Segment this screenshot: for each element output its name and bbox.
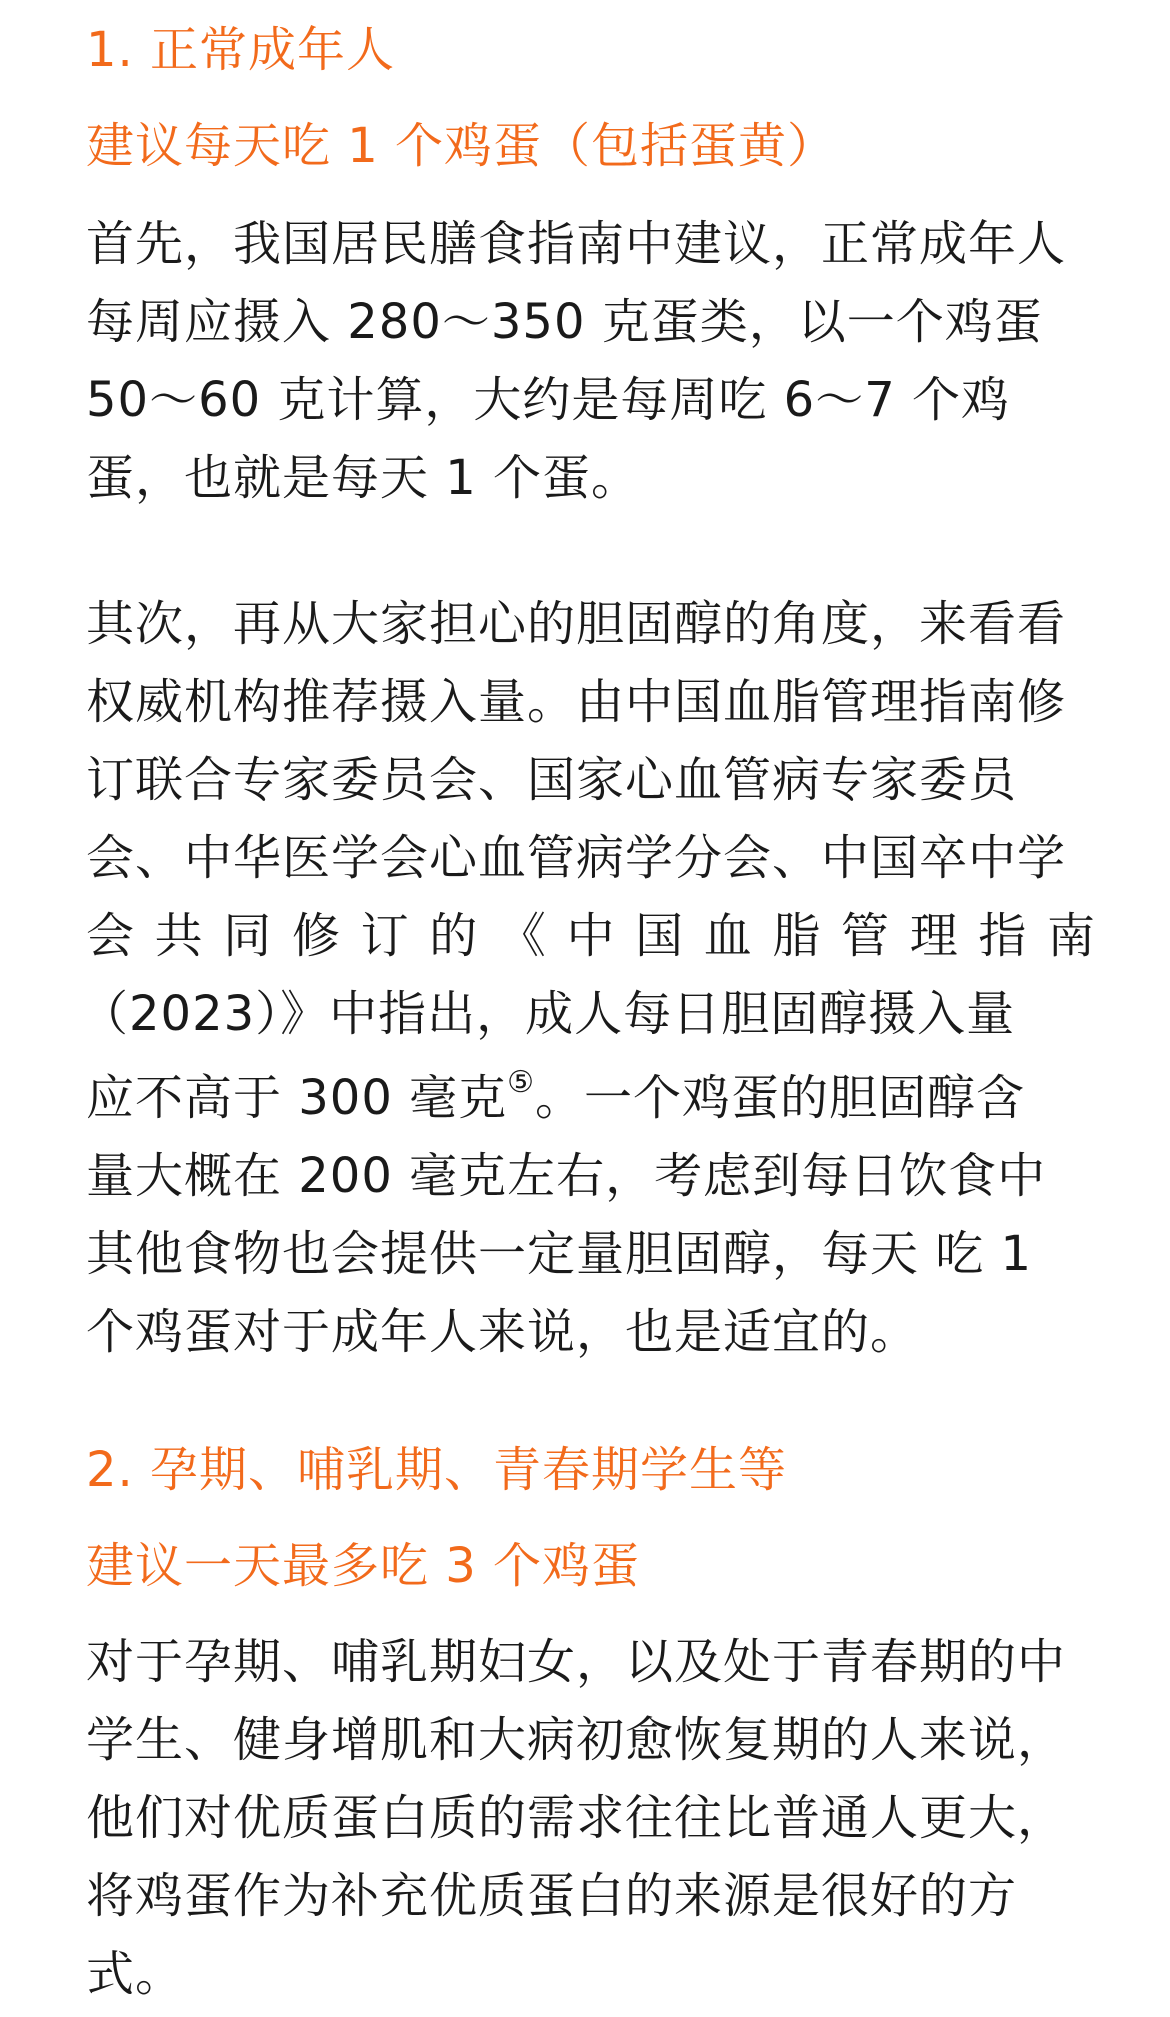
citation-marker: ⑤: [507, 1065, 536, 1100]
paragraph-line: 其他食物也会提供一定量胆固醇，每天 吃 1: [86, 1226, 1033, 1282]
paragraph-line: 50～60 克计算，大约是每周吃 6～7 个鸡: [86, 372, 1011, 428]
paragraph-line: 订联合专家委员会、国家心血管病专家委员: [86, 752, 1018, 808]
section-2-subheading: 建议一天最多吃 3 个鸡蛋: [86, 1538, 641, 1594]
paragraph-line: （2023）》中指出，成人每日胆固醇摄入量: [80, 986, 1016, 1042]
paragraph-line: 蛋，也就是每天 1 个蛋。: [86, 450, 641, 506]
paragraph-line: 对于孕期、哺乳期妇女，以及处于青春期的中: [86, 1634, 1067, 1690]
section-1-heading: 1. 正常成年人: [86, 22, 396, 78]
paragraph-text: 。一个鸡蛋的胆固醇含: [535, 1070, 1026, 1126]
paragraph-text: 应不高于 300 毫克: [86, 1070, 508, 1126]
section-2-heading: 2. 孕期、哺乳期、青春期学生等: [86, 1442, 788, 1498]
paragraph-line: 权威机构推荐摄入量。由中国血脂管理指南修: [86, 674, 1067, 730]
paragraph-line: 会共同修订的《中国血脂管理指南: [86, 908, 1096, 964]
section-1-subheading: 建议每天吃 1 个鸡蛋（包括蛋黄）: [86, 118, 837, 174]
paragraph-line: 量大概在 200 毫克左右，考虑到每日饮食中: [86, 1148, 1047, 1204]
paragraph-line: 他们对优质蛋白质的需求往往比普通人更大，: [86, 1790, 1067, 1846]
paragraph-line: 其次，再从大家担心的胆固醇的角度，来看看: [86, 596, 1067, 652]
paragraph-line: 式。: [86, 1946, 185, 2002]
paragraph-line: 每周应摄入 280～350 克蛋类，以一个鸡蛋: [86, 294, 1043, 350]
paragraph-line-with-citation: [86, 1066, 1096, 1130]
paragraph-line: 会、中华医学会心血管病学分会、中国卒中学: [86, 830, 1067, 886]
paragraph-line: 学生、健身增肌和大病初愈恢复期的人来说，: [86, 1712, 1067, 1768]
paragraph-line: 将鸡蛋作为补充优质蛋白的来源是很好的方: [86, 1868, 1018, 1924]
paragraph-line: 首先，我国居民膳食指南中建议，正常成年人: [86, 216, 1067, 272]
paragraph-line: 个鸡蛋对于成年人来说，也是适宜的。: [86, 1304, 920, 1360]
